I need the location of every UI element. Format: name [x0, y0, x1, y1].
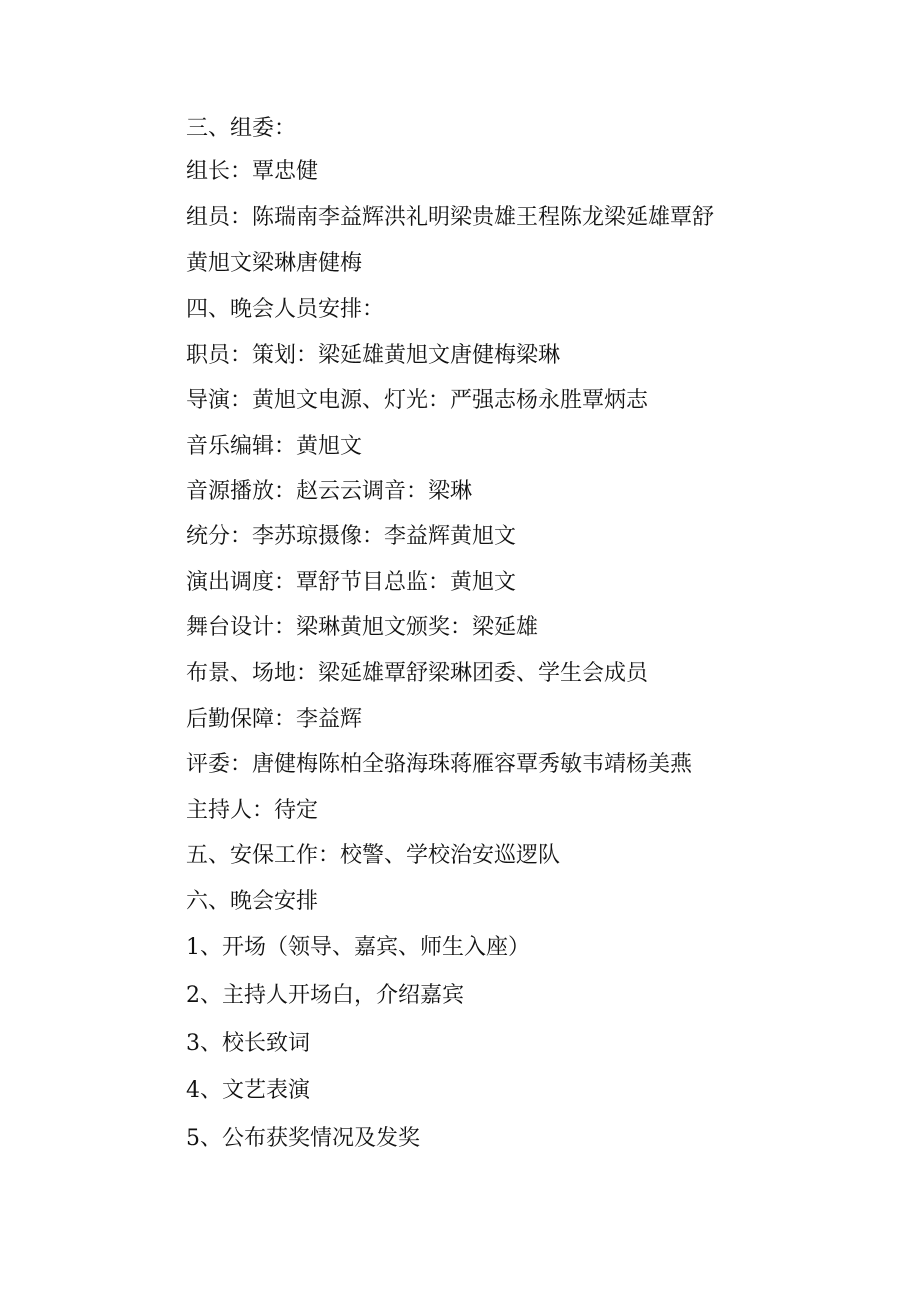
text-line: 统分：李苏琼摄像：李益辉黄旭文	[186, 524, 517, 549]
text-line: 音源播放：赵云云调音：梁琳	[186, 479, 473, 504]
list-item: 4、文艺表演	[186, 1078, 310, 1103]
text-line: 组长：覃忠健	[186, 159, 319, 184]
section-heading-staff-arrangement: 四、晚会人员安排：	[186, 297, 385, 322]
list-item: 5、公布获奖情况及发奖	[186, 1126, 420, 1151]
list-item: 3、校长致词	[186, 1031, 310, 1056]
text-line: 组员：陈瑞南李益辉洪礼明梁贵雄王程陈龙梁延雄覃舒	[186, 205, 715, 230]
text-line: 布景、场地：梁延雄覃舒梁琳团委、学生会成员	[186, 661, 649, 686]
section-heading-program: 六、晚会安排	[186, 889, 319, 914]
text-line: 评委：唐健梅陈柏全骆海珠蒋雁容覃秀敏韦靖杨美燕	[186, 752, 693, 777]
text-line: 黄旭文梁琳唐健梅	[186, 251, 363, 276]
text-line: 演出调度：覃舒节目总监：黄旭文	[186, 570, 517, 595]
text-line: 导演：黄旭文电源、灯光：严强志杨永胜覃炳志	[186, 388, 649, 413]
text-line: 音乐编辑：黄旭文	[186, 434, 363, 459]
text-line: 舞台设计：梁琳黄旭文颁奖：梁延雄	[186, 615, 539, 640]
section-heading-security: 五、安保工作：校警、学校治安巡逻队	[186, 843, 561, 868]
text-line: 职员：策划：梁延雄黄旭文唐健梅梁琳	[186, 343, 561, 368]
list-item: 2、主持人开场白，介绍嘉宾	[186, 983, 464, 1008]
text-line: 主持人：待定	[186, 798, 319, 823]
list-item: 1、开场（领导、嘉宾、师生入座）	[186, 935, 530, 960]
section-heading-organizing-committee: 三、组委：	[186, 116, 297, 141]
text-line: 后勤保障：李益辉	[186, 707, 363, 732]
